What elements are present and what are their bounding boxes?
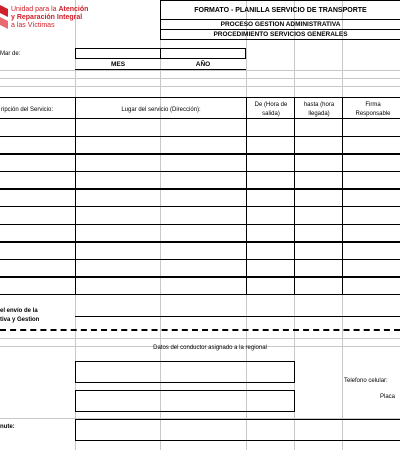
header-title-cell	[160, 0, 400, 20]
cell-signature[interactable]	[342, 241, 400, 260]
cell-arrival[interactable]	[294, 206, 343, 225]
cell-arrival[interactable]	[294, 136, 343, 155]
logo	[0, 0, 130, 42]
cell-place[interactable]	[75, 188, 247, 207]
logo-line2: y Reparación Integral	[11, 14, 83, 21]
cell-signature[interactable]	[342, 171, 400, 190]
cell-place[interactable]	[75, 224, 247, 243]
cell-signature[interactable]	[342, 188, 400, 207]
plate-label: Placa	[380, 394, 396, 400]
cell-signature[interactable]	[342, 276, 400, 295]
logo-line1: Unidad para la	[11, 6, 59, 13]
header-process: PROCESO GESTION ADMINISTRATIVA	[220, 21, 341, 28]
cell-description[interactable]	[0, 153, 76, 172]
cell-arrival[interactable]	[294, 171, 343, 190]
cell-arrival[interactable]	[294, 259, 343, 278]
cell-arrival[interactable]	[294, 188, 343, 207]
month-label: MES	[110, 61, 126, 68]
cell-description[interactable]	[0, 224, 76, 243]
cell-arrival[interactable]	[294, 224, 343, 243]
cell-signature[interactable]	[342, 153, 400, 172]
cell-arrival[interactable]	[294, 118, 343, 137]
cell-signature[interactable]	[342, 224, 400, 243]
cell-departure[interactable]	[246, 136, 295, 155]
cell-departure[interactable]	[246, 118, 295, 137]
col-header-arrival: hasta (hora llegada)	[294, 97, 343, 119]
driver-id-field[interactable]	[75, 390, 295, 412]
cell-departure[interactable]	[246, 241, 295, 260]
logo-line3: a las Víctimas	[11, 22, 55, 29]
cell-place[interactable]	[75, 206, 247, 225]
cell-arrival[interactable]	[294, 241, 343, 260]
logo-line1-bold: Atención	[58, 6, 89, 13]
header-procedure: PROCEDIMIENTO SERVICIOS GENERALES	[213, 31, 348, 38]
cell-departure[interactable]	[246, 188, 295, 207]
cell-departure[interactable]	[246, 153, 295, 172]
cell-place[interactable]	[75, 118, 247, 137]
cell-departure[interactable]	[246, 206, 295, 225]
section-rule	[75, 316, 400, 317]
cell-signature[interactable]	[342, 118, 400, 137]
header-title: FORMATO - PLANILLA SERVICIO DE TRANSPORTE	[194, 7, 367, 14]
cell-signature[interactable]	[342, 136, 400, 155]
year-label: AÑO	[195, 61, 211, 68]
cell-departure[interactable]	[246, 224, 295, 243]
notes-field[interactable]	[75, 419, 400, 441]
cell-description[interactable]	[0, 241, 76, 260]
logo-mark-icon	[0, 3, 10, 33]
cell-signature[interactable]	[342, 206, 400, 225]
driver-name-field[interactable]	[75, 361, 295, 383]
cell-description[interactable]	[0, 259, 76, 278]
cell-description[interactable]	[0, 276, 76, 295]
table-row	[0, 277, 400, 296]
phone-label: Telefono celular:	[344, 378, 388, 384]
col-header-place: Lugar del servicio (Dirección):	[75, 97, 247, 119]
service-table	[0, 97, 400, 295]
cell-description[interactable]	[0, 118, 76, 137]
cell-place[interactable]	[75, 136, 247, 155]
col-header-signature: Firma Responsable	[342, 97, 400, 119]
cell-departure[interactable]	[246, 171, 295, 190]
cell-arrival[interactable]	[294, 153, 343, 172]
cell-place[interactable]	[75, 241, 247, 260]
cell-arrival[interactable]	[294, 276, 343, 295]
col-header-departure: De (Hora de salida)	[246, 97, 295, 119]
cell-place[interactable]	[75, 171, 247, 190]
month-field[interactable]	[75, 48, 161, 59]
header-procedure-cell	[160, 29, 400, 40]
cell-place[interactable]	[75, 153, 247, 172]
section-line2: tiva y Gestion	[0, 317, 40, 323]
cell-description[interactable]	[0, 136, 76, 155]
section-line1: el envío de la	[0, 308, 38, 314]
cut-line	[0, 329, 400, 331]
period-underline	[75, 69, 246, 70]
cell-departure[interactable]	[246, 259, 295, 278]
cell-description[interactable]	[0, 171, 76, 190]
last-label: nute:	[0, 424, 15, 430]
cell-departure[interactable]	[246, 276, 295, 295]
year-field[interactable]	[160, 48, 246, 59]
period-label: Mar de:	[0, 51, 21, 57]
cell-signature[interactable]	[342, 259, 400, 278]
cell-place[interactable]	[75, 276, 247, 295]
cell-description[interactable]	[0, 188, 76, 207]
cell-description[interactable]	[0, 206, 76, 225]
driver-caption: Datos del conductor asignado a la regional	[153, 345, 267, 351]
col-header-description: ripción del Servicio:	[0, 97, 76, 119]
cell-place[interactable]	[75, 259, 247, 278]
